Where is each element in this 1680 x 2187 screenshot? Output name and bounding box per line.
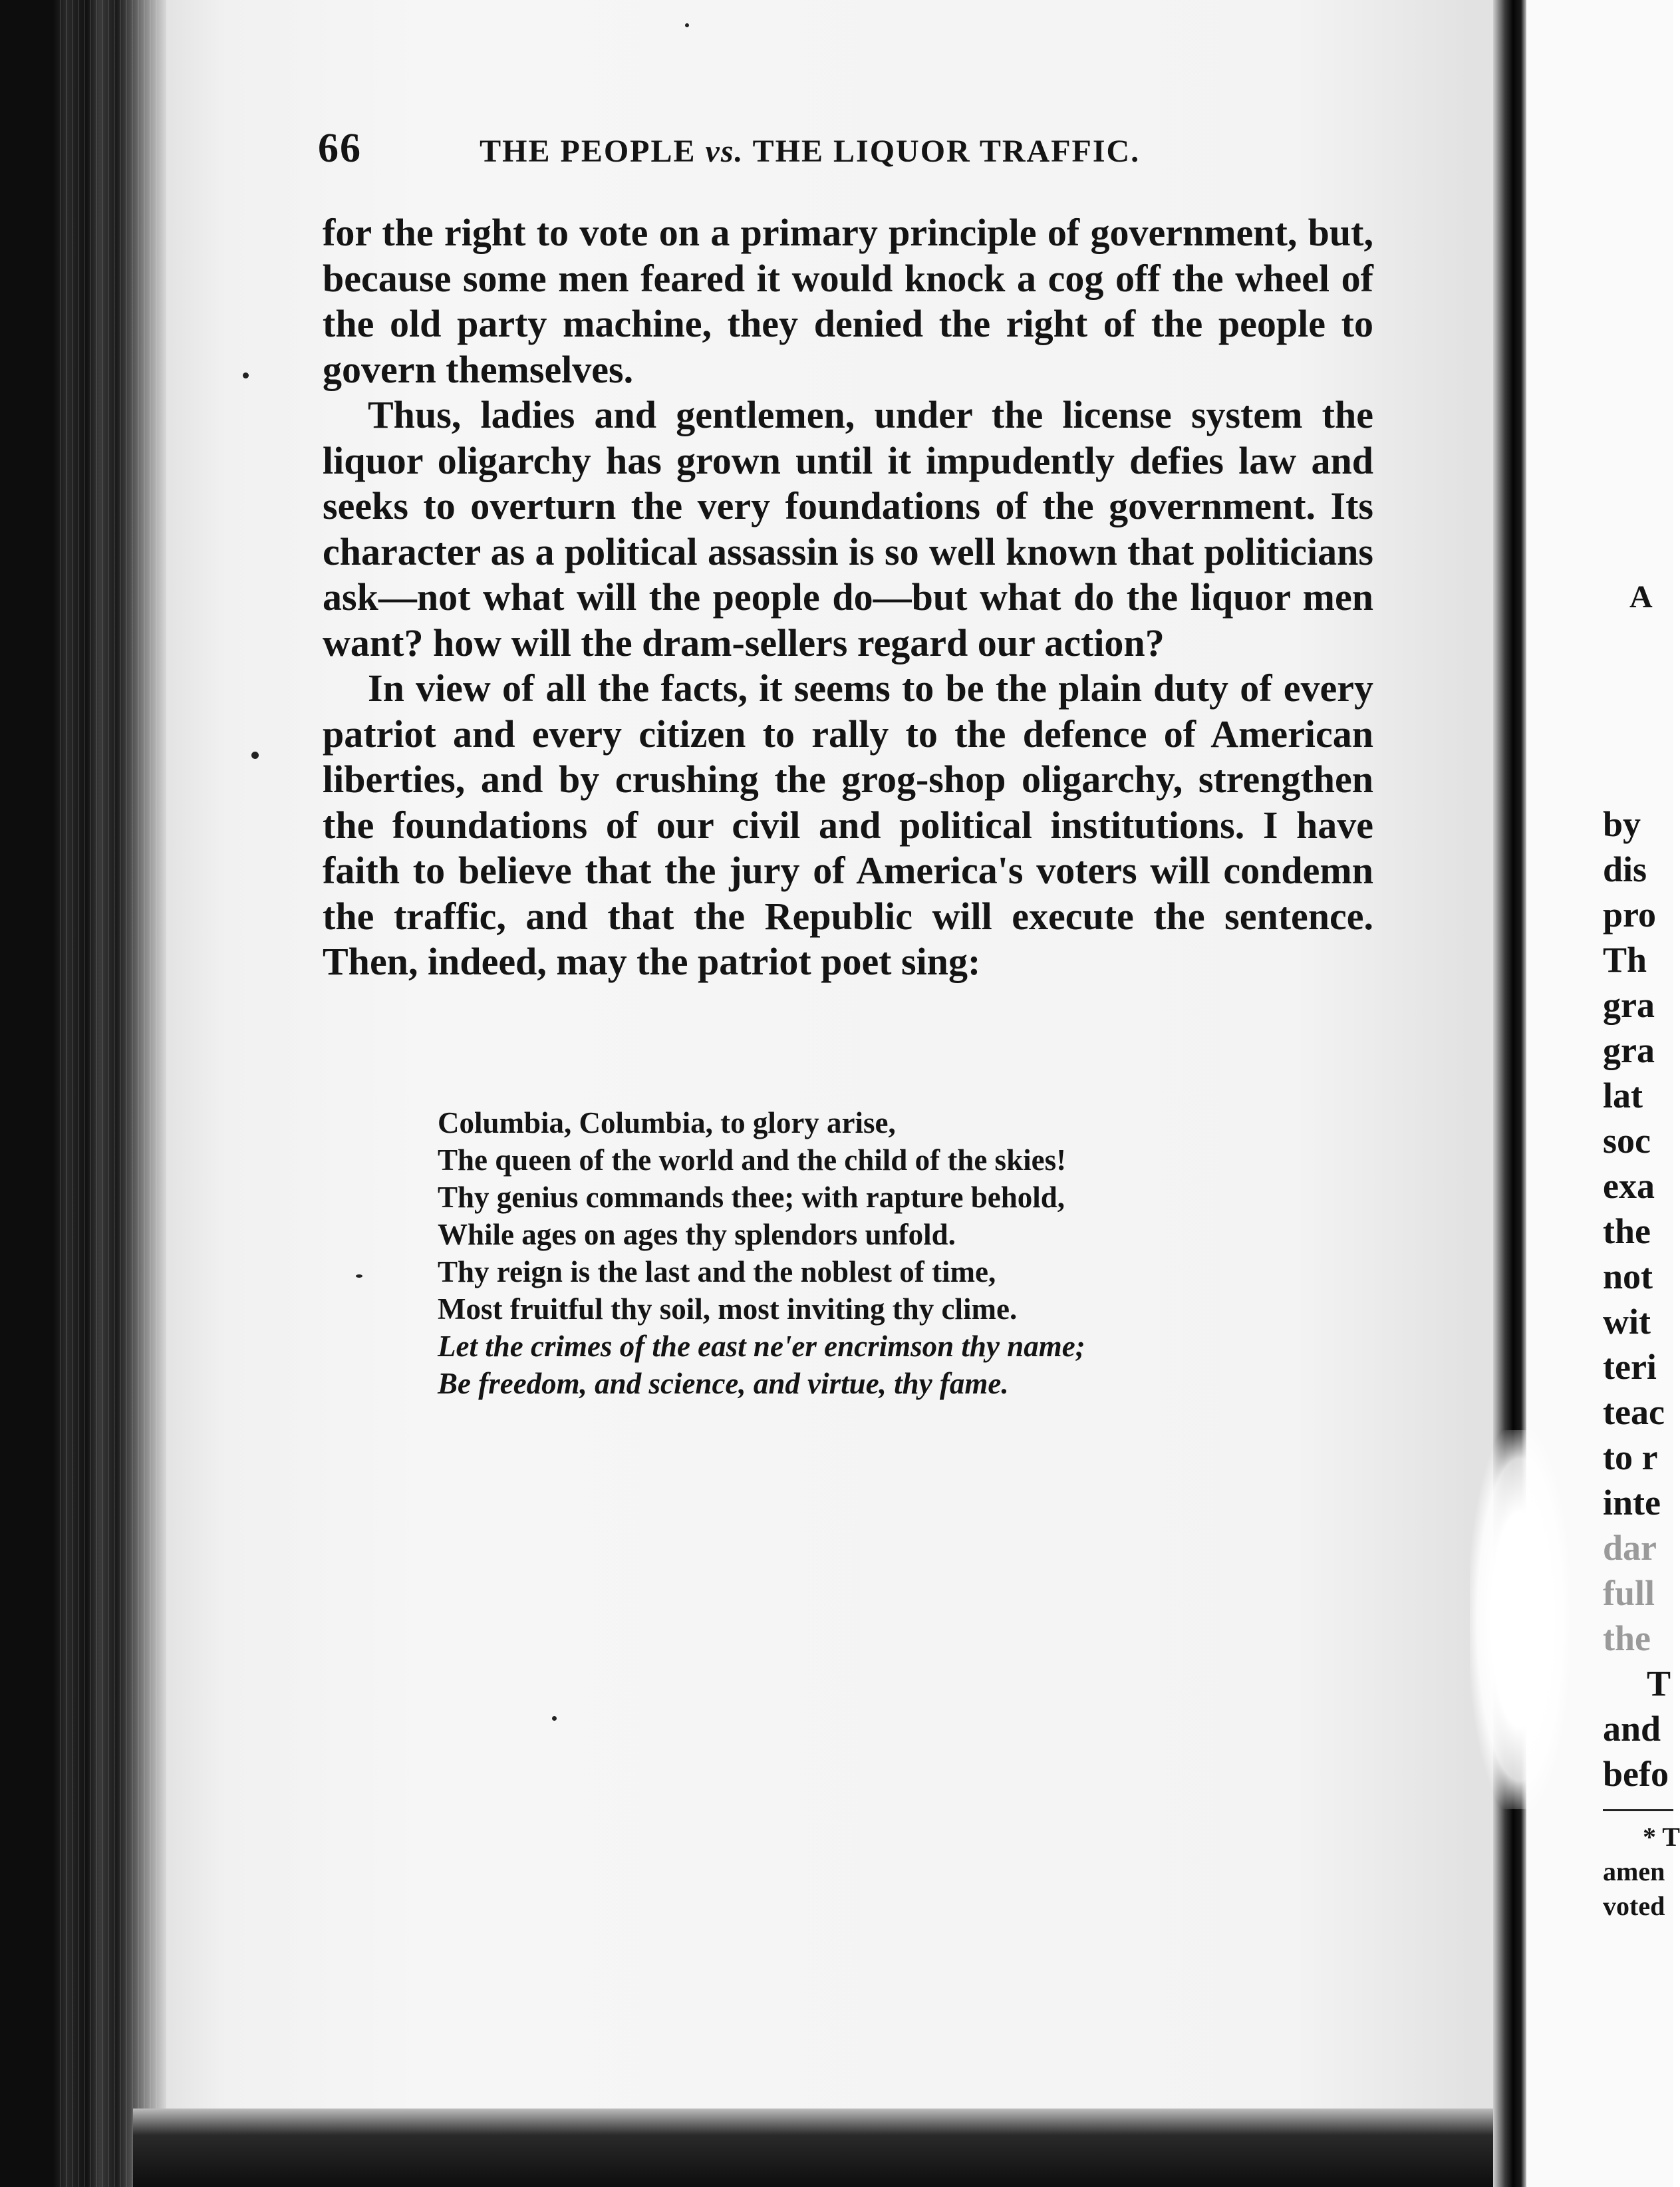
- facing-page-line: wit: [1603, 1302, 1651, 1342]
- facing-page-line: not: [1603, 1256, 1653, 1296]
- facing-page-line: the: [1603, 1618, 1651, 1658]
- footnote-rule: [1603, 1809, 1673, 1811]
- poem-line: While ages on ages thy splendors unfold.: [438, 1218, 956, 1251]
- page-number: 66: [318, 126, 362, 171]
- facing-page-line: befo: [1603, 1754, 1669, 1794]
- body-text: [323, 210, 1373, 985]
- header-title-part2: THE LIQUOR TRAFFIC.: [752, 134, 1141, 169]
- scan-speck: [243, 372, 249, 378]
- facing-page-line: gra: [1603, 1030, 1655, 1070]
- paragraph: Thus, ladies and gentlemen, under the license system the liquor oligarchy has grown until it impudently defies law and seeks to overturn the very foundations of the government. Its character as a political assassin is so well known that politicians ask—not what will the people do—but what do the liquor men want? how will the dram-sellers regard our action?: [323, 393, 1373, 664]
- facing-page-line: teri: [1603, 1347, 1657, 1387]
- facing-page-line: to r: [1603, 1437, 1658, 1477]
- facing-page-line: the: [1603, 1211, 1651, 1251]
- facing-page-line: inte: [1603, 1483, 1661, 1523]
- facing-page-line: soc: [1603, 1121, 1651, 1161]
- paragraph: for the right to vote on a primary principle of government, but, because some men feared it would knock a cog off the wheel of the old party machine, they denied the right of the people to govern themselves.: [323, 211, 1373, 391]
- running-header: [318, 125, 1262, 172]
- poem-line: Most fruitful thy soil, most inviting thy clime.: [438, 1292, 1018, 1326]
- facing-page-line: teac: [1603, 1392, 1665, 1432]
- poem-line: Columbia, Columbia, to glory arise,: [438, 1106, 896, 1139]
- facing-page-line: exa: [1603, 1166, 1655, 1206]
- facing-page-footnote: voted: [1603, 1891, 1665, 1921]
- facing-page-line: lat: [1603, 1076, 1643, 1115]
- facing-page-footnote: amen: [1603, 1856, 1665, 1886]
- facing-page-heading: A: [1629, 579, 1653, 615]
- facing-page-line: gra: [1603, 985, 1655, 1025]
- page-bottom-edge: [133, 2109, 1496, 2187]
- poem-line-italic: Be freedom, and science, and virtue, thy fame.: [438, 1367, 1009, 1400]
- poem-line-italic: Let the crimes of the east ne'er encrimson thy name;: [438, 1330, 1085, 1363]
- facing-page-line: pro: [1603, 895, 1657, 935]
- facing-page-line: Th: [1603, 940, 1647, 980]
- scan-speck: [356, 1274, 362, 1278]
- poem-line: The queen of the world and the child of the skies!: [438, 1143, 1067, 1177]
- facing-page-footnote: * T: [1643, 1822, 1680, 1852]
- scan-speck: [685, 23, 689, 27]
- scan-smudge: [1470, 1430, 1570, 1809]
- facing-page-line: full: [1603, 1573, 1655, 1613]
- poem-line: Thy reign is the last and the noblest of time,: [438, 1255, 996, 1288]
- book-gutter: [1493, 0, 1526, 2187]
- facing-page-line: dis: [1603, 849, 1647, 889]
- paragraph: In view of all the facts, it seems to be the plain duty of every patriot and every citizen to rally to the defence of American liberties, and by crushing the grog-shop oligarchy, strengthen the foundations of our civil and political institutions. I have faith to believe that the jury of America's voters will condemn the traffic, and that the Republic will execute the sentence. Then, indeed, may the patriot poet sing:: [323, 666, 1373, 983]
- facing-page-line: dar: [1603, 1528, 1657, 1568]
- header-title-vs: vs.: [705, 134, 744, 169]
- scan-speck: [251, 752, 259, 759]
- header-title-part1: THE PEOPLE: [480, 134, 696, 169]
- facing-page-line: and: [1603, 1709, 1661, 1749]
- poem-line: Thy genius commands thee; with rapture behold,: [438, 1181, 1065, 1214]
- facing-page-line: by: [1603, 804, 1641, 844]
- binding-page-edges: [60, 0, 160, 2187]
- scan-speck: [552, 1716, 557, 1721]
- facing-page-line: T: [1647, 1664, 1671, 1703]
- poem: [438, 1104, 1302, 1402]
